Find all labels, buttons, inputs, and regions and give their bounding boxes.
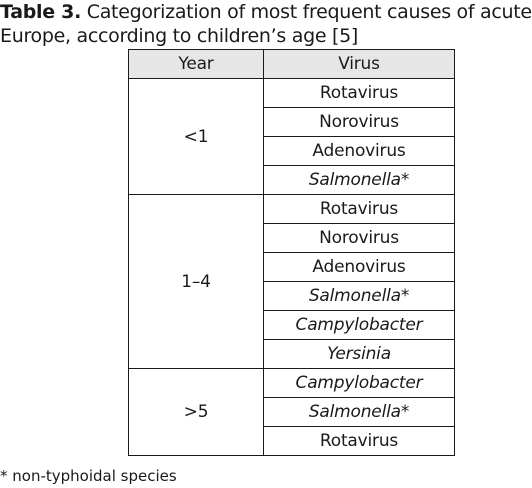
virus-cell bbox=[264, 282, 455, 311]
virus-cell bbox=[264, 253, 455, 282]
caption-text-2: Europe, according to children’s age [5] bbox=[0, 25, 358, 47]
pathogen-name: Campylobacter bbox=[295, 373, 423, 393]
footnote-marker: * bbox=[400, 170, 410, 190]
header-row bbox=[129, 50, 455, 79]
virus-cell bbox=[264, 224, 455, 253]
pathogen-name: Rotavirus bbox=[319, 83, 399, 103]
caption-label: Table 3. bbox=[0, 1, 81, 23]
table-body bbox=[129, 79, 455, 456]
footnote-marker: * bbox=[400, 286, 410, 306]
pathogen-name: Adenovirus bbox=[312, 257, 406, 277]
virus-cell bbox=[264, 340, 455, 369]
causes-table bbox=[128, 49, 455, 456]
table-row bbox=[129, 369, 455, 398]
virus-cell bbox=[264, 427, 455, 456]
pathogen-name: Salmonella bbox=[308, 402, 401, 422]
pathogen-name: Rotavirus bbox=[319, 431, 399, 451]
table-caption bbox=[0, 0, 532, 48]
pathogen-name: Yersinia bbox=[327, 344, 391, 364]
virus-cell bbox=[264, 166, 455, 195]
virus-cell bbox=[264, 369, 455, 398]
pathogen-name: Salmonella bbox=[308, 286, 401, 306]
header-virus: Virus bbox=[264, 50, 455, 79]
virus-cell bbox=[264, 195, 455, 224]
virus-cell bbox=[264, 398, 455, 427]
footnote-marker: * bbox=[400, 402, 410, 422]
virus-cell bbox=[264, 108, 455, 137]
pathogen-name: Norovirus bbox=[319, 112, 399, 132]
footnote: * non-typhoidal species bbox=[0, 467, 177, 485]
pathogen-name: Salmonella bbox=[308, 170, 401, 190]
virus-cell bbox=[264, 137, 455, 166]
pathogen-name: Rotavirus bbox=[319, 199, 399, 219]
table-row bbox=[129, 195, 455, 224]
pathogen-name: Campylobacter bbox=[295, 315, 423, 335]
year-cell: 1–4 bbox=[129, 195, 264, 369]
pathogen-name: Adenovirus bbox=[312, 141, 406, 161]
virus-cell bbox=[264, 79, 455, 108]
caption-text-1: Categorization of most frequent causes of acute bbox=[81, 1, 532, 23]
year-cell: >5 bbox=[129, 369, 264, 456]
header-year: Year bbox=[129, 50, 264, 79]
caption-line-1 bbox=[0, 0, 532, 24]
virus-cell bbox=[264, 311, 455, 340]
pathogen-name: Norovirus bbox=[319, 228, 399, 248]
year-cell: <1 bbox=[129, 79, 264, 195]
table-row bbox=[129, 79, 455, 108]
